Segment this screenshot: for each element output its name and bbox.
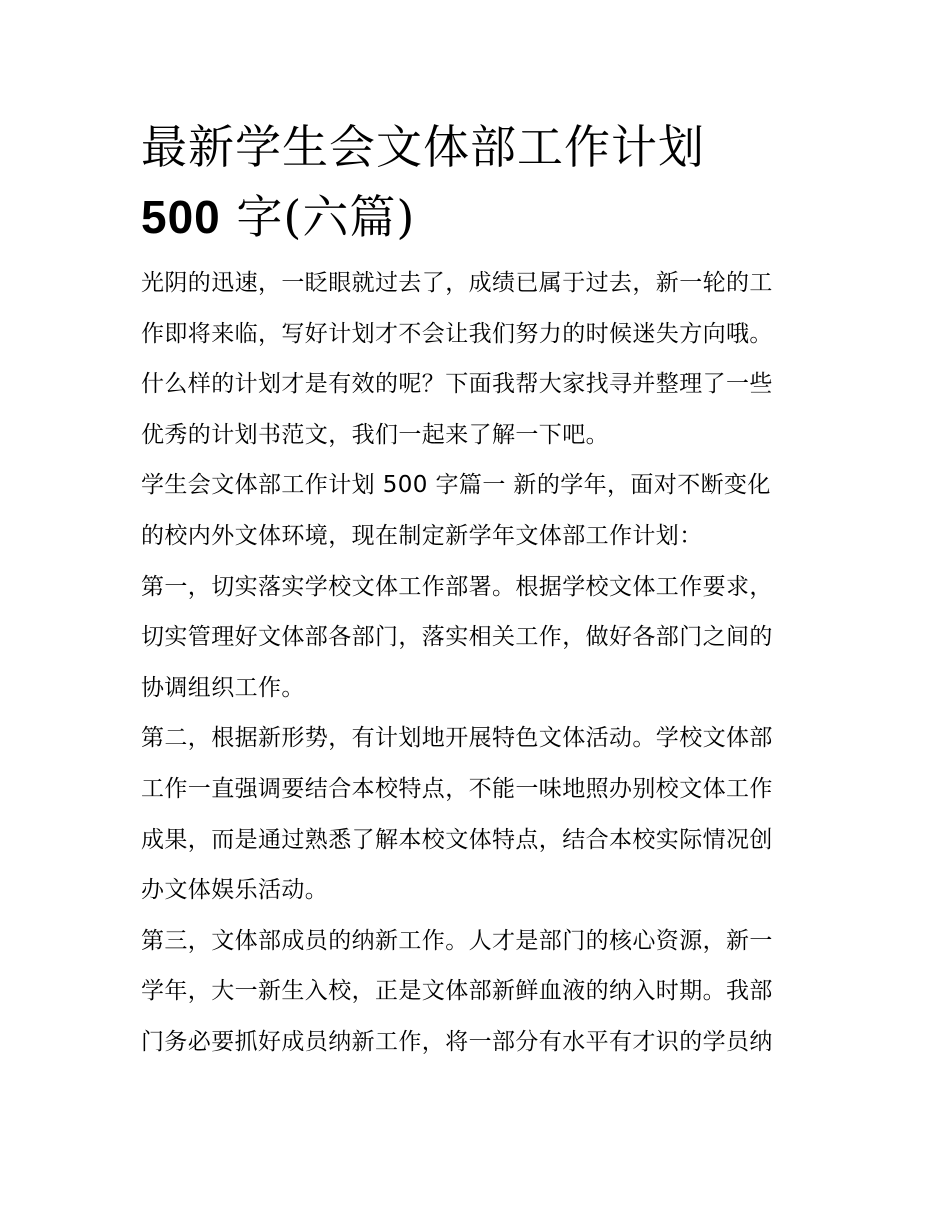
paragraph-intro (141, 258, 821, 460)
paragraph-section-one (141, 460, 821, 561)
title-line-1: 最新学生会文体部工作计划 (141, 120, 705, 174)
paragraph-line: 的校内外文体环境，现在制定新学年文体部工作计划： (141, 522, 703, 549)
paragraph-line: 什么样的计划才是有效的呢？下面我帮大家找寻并整理了一些 (141, 371, 773, 398)
paragraph-point-two (141, 713, 821, 915)
paragraph-line: 第二，根据新形势，有计划地开展特色文体活动。学校文体部 (141, 725, 773, 752)
paragraph-line: 学生会文体部工作计划 500 字篇一 新的学年，面对不断变化 (141, 472, 771, 499)
paragraph-line: 作即将来临，写好计划才不会让我们努力的时候迷失方向哦。 (141, 320, 773, 347)
paragraph-line: 光阴的迅速，一眨眼就过去了，成绩已属于过去，新一轮的工 (141, 270, 773, 296)
document-page (141, 112, 821, 1068)
paragraph-line: 协调组织工作。 (141, 674, 305, 701)
paragraph-point-three (141, 916, 821, 1068)
document-title (141, 112, 821, 252)
paragraph-line: 办文体娱乐活动。 (141, 877, 329, 904)
paragraph-line: 学年，大一新生入校，正是文体部新鲜血液的纳入时期。我部 (141, 978, 773, 1005)
title-suffix: 字(六篇) (220, 190, 416, 244)
title-number: 500 (141, 191, 221, 243)
paragraph-line: 工作一直强调要结合本校特点，不能一味地照办别校文体工作 (141, 775, 773, 802)
paragraph-line: 成果，而是通过熟悉了解本校文体特点，结合本校实际情况创 (141, 826, 773, 853)
paragraph-line: 切实管理好文体部各部门，落实相关工作，做好各部门之间的 (141, 624, 773, 651)
paragraph-line: 第一，切实落实学校文体工作部署。根据学校文体工作要求， (141, 573, 773, 600)
title-line-2 (141, 182, 821, 252)
paragraph-point-one (141, 562, 821, 714)
paragraph-line: 优秀的计划书范文，我们一起来了解一下吧。 (141, 421, 609, 448)
paragraph-line: 第三，文体部成员的纳新工作。人才是部门的核心资源，新一 (141, 927, 773, 954)
paragraph-line: 门务必要抓好成员纳新工作，将一部分有水平有才识的学员纳 (141, 1028, 773, 1055)
